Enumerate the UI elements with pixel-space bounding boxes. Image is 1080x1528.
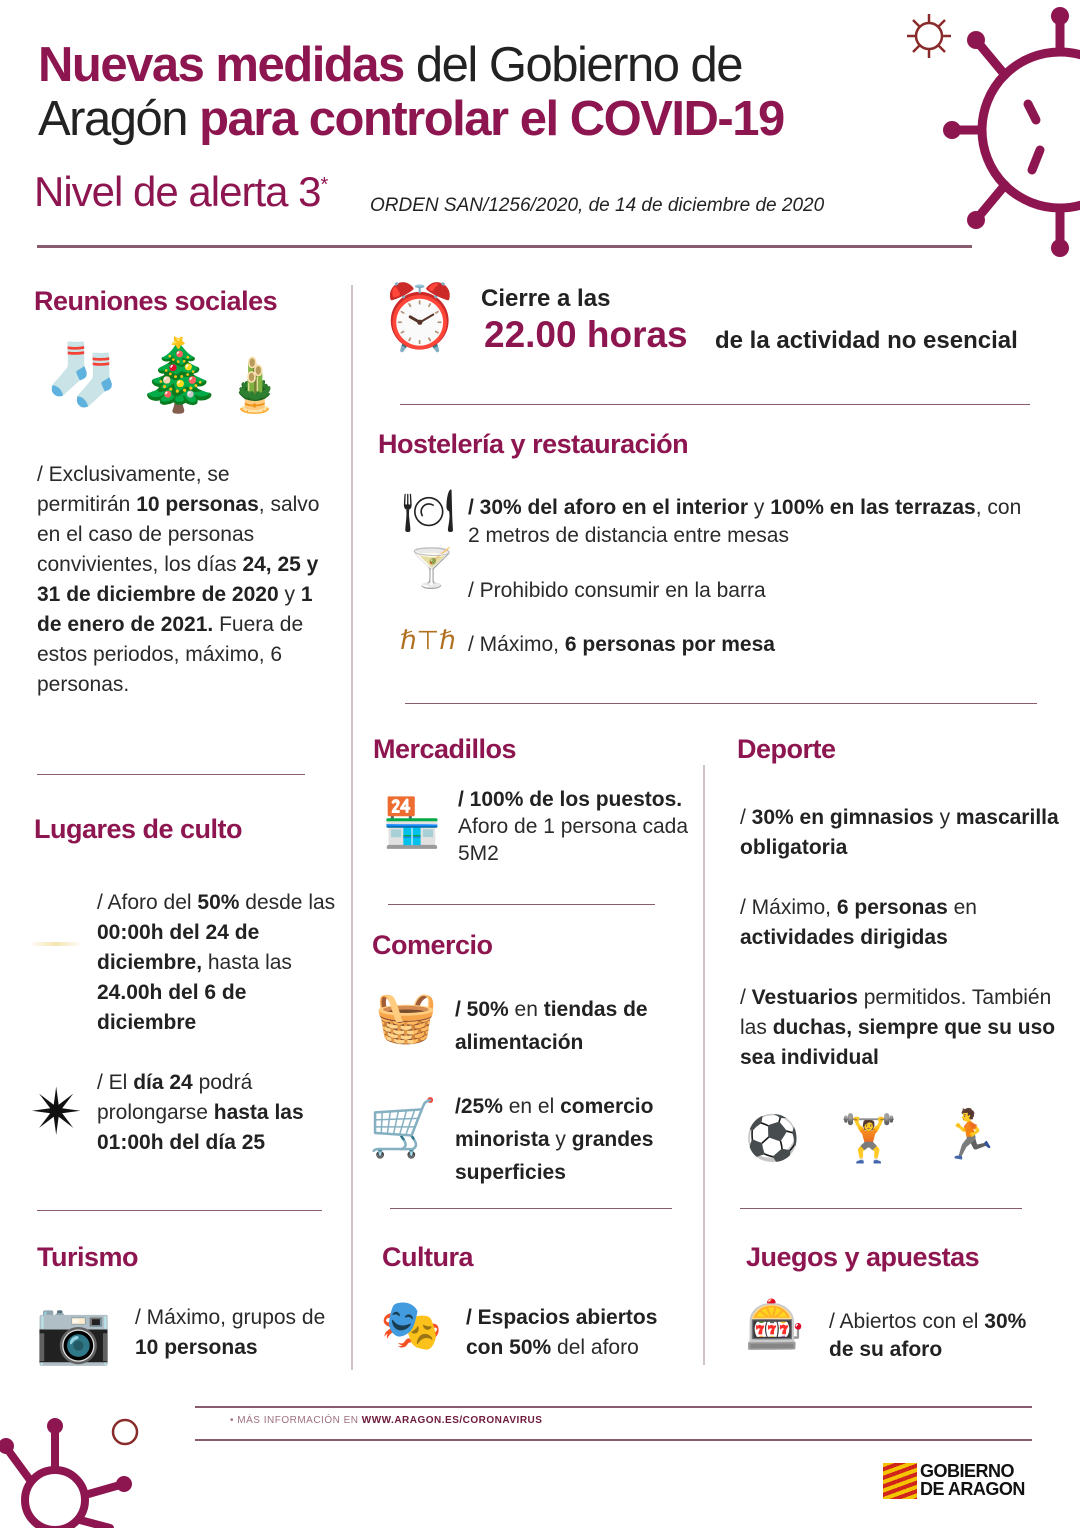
order-reference: ORDEN SAN/1256/2020, de 14 de diciembre de 2020	[370, 195, 825, 216]
divider	[388, 904, 655, 905]
body-text: Aforo de 1 persona cada 5M2	[458, 815, 688, 865]
emphasis-text: día 24	[133, 1071, 193, 1094]
body-text: /	[740, 986, 752, 1009]
header-divider	[37, 245, 972, 248]
emphasis-text: comercio minorista	[455, 1095, 654, 1151]
body-text: desde las	[239, 891, 336, 914]
food-basket-icon: 🧺	[375, 989, 438, 1045]
body-text: /	[740, 806, 752, 829]
section-heading-turismo: Turismo	[37, 1242, 139, 1272]
small-virus-icon	[905, 12, 953, 60]
comercio-item	[455, 1090, 700, 1189]
weightlifter-icon: 🏋	[840, 1112, 898, 1164]
emphasis-text: 30% de su aforo	[829, 1310, 1027, 1361]
hosteleria-item	[468, 494, 1038, 550]
emphasis-text: 50%	[197, 891, 240, 914]
deporte-item	[740, 803, 1060, 863]
emphasis-text: 00:00h del 24 de diciembre,	[97, 921, 260, 974]
emphasis-text: duchas, siempre que su uso sea individual	[740, 1016, 1056, 1069]
emphasis-text: 30% en gimnasios	[751, 806, 934, 829]
star-sparkle-icon: ✴	[30, 1076, 84, 1148]
shopping-cart-icon: 🛒	[368, 1096, 438, 1159]
deporte-item	[740, 893, 1060, 953]
divider	[405, 703, 1037, 704]
emphasis-text: 6 personas por mesa	[564, 633, 775, 656]
body-text: / Máximo,	[468, 633, 565, 656]
emphasis-text: / 30% del aforo en el interior	[468, 496, 749, 519]
body-text: hasta las	[202, 951, 292, 974]
emphasis-text: tiendas de alimentación	[455, 998, 648, 1054]
section-heading-cultura: Cultura	[382, 1242, 473, 1272]
section-heading-comercio: Comercio	[372, 930, 493, 960]
light-glow-icon	[28, 942, 83, 946]
runner-icon: 🏃	[940, 1109, 1000, 1162]
hosteleria-item	[468, 576, 1028, 606]
footer-divider	[195, 1439, 1032, 1441]
body-text: y	[549, 1128, 572, 1151]
body-text: , con 2 metros de distancia entre mesas	[468, 496, 1022, 547]
cierre-time: 22.00 horas	[484, 314, 688, 355]
christmas-tree-icon: 🎄	[135, 336, 223, 414]
emphasis-text: 10 personas	[135, 1336, 258, 1359]
body-text: / Máximo,	[740, 896, 837, 919]
gobierno-aragon-logo: GOBIERNO DE ARAGON	[920, 1461, 1025, 1499]
emphasis-text: 24.00h del 6 de diciembre	[97, 981, 247, 1034]
turismo-text	[135, 1303, 335, 1363]
body-text: y	[278, 583, 301, 606]
table-chairs-icon: ℏ⊤ℏ	[400, 626, 456, 656]
mercadillos-text	[458, 786, 693, 867]
virus-icon	[940, 0, 1080, 260]
body-text: / Exclusivamente, se permitirán	[37, 463, 230, 516]
more-info-prefix: MÁS INFORMACIÓN EN	[237, 1415, 362, 1426]
section-heading-hosteleria: Hostelería y restauración	[378, 429, 689, 459]
comercio-item	[455, 993, 700, 1059]
title-text: Aragón	[38, 92, 200, 146]
title-emphasis: para controlar el COVID-19	[199, 92, 784, 146]
emphasis-text: 10 personas	[136, 493, 259, 516]
deporte-item	[740, 983, 1060, 1073]
footer-divider	[195, 1406, 1032, 1408]
coronavirus-link[interactable]: WWW.ARAGON.ES/CORONAVIRUS	[361, 1415, 543, 1426]
section-heading-mercadillos: Mercadillos	[373, 734, 517, 764]
alert-level-text: Nivel de alerta 3	[34, 168, 321, 215]
body-text: / El	[97, 1071, 134, 1094]
camera-icon: 📷	[35, 1298, 113, 1367]
body-text: / Prohibido consumir en la barra	[468, 579, 766, 602]
emphasis-text: / 50%	[455, 998, 509, 1021]
aragon-flag-icon	[883, 1463, 917, 1499]
emphasis-text: mascarilla obligatoria	[740, 806, 1059, 859]
divider	[740, 1208, 1022, 1209]
ornaments-icon: 🎍	[222, 357, 287, 415]
column-divider	[703, 765, 705, 1365]
emphasis-text: 24, 25 y 31 de diciembre de 2020	[37, 553, 319, 606]
emphasis-text: 6 personas	[836, 896, 948, 919]
soccer-ball-icon: ⚽	[745, 1114, 800, 1163]
body-text: del aforo	[551, 1336, 639, 1359]
culto-text-1	[97, 888, 347, 1038]
emphasis-text: Vestuarios	[751, 986, 858, 1009]
body-text: Fuera de estos periodos, máximo, 6 personas.	[37, 613, 304, 696]
title-emphasis: Nuevas medidas	[38, 38, 404, 92]
more-info: • MÁS INFORMACIÓN EN WWW.ARAGON.ES/CORONAVIRUS	[230, 1415, 543, 1426]
cultura-text	[466, 1303, 696, 1363]
market-stall-icon: 🏪	[382, 797, 442, 850]
title-text: del Gobierno de	[403, 38, 743, 92]
body-text: y	[748, 496, 771, 519]
emphasis-text: 1 de enero de 2021.	[37, 583, 313, 636]
body-text: en	[508, 998, 544, 1021]
emphasis-text: 100% en las terrazas	[770, 496, 976, 519]
column-divider	[351, 285, 353, 1370]
body-text: en el	[502, 1095, 561, 1118]
body-text: / Máximo, grupos de	[135, 1306, 326, 1329]
alert-level	[34, 168, 327, 216]
emphasis-text: / Espacios abiertos con 50%	[466, 1306, 658, 1359]
hosteleria-item	[468, 630, 1028, 660]
emphasis-text: / 100% de los puestos.	[458, 788, 683, 811]
juegos-text	[829, 1308, 1049, 1364]
page-title	[38, 38, 784, 146]
body-text: / Abiertos con el	[829, 1310, 985, 1333]
emphasis-text: actividades dirigidas	[740, 926, 948, 949]
body-text: en	[947, 896, 977, 919]
divider	[37, 774, 305, 775]
body-text: y	[933, 806, 956, 829]
virus-bottom-icon	[0, 1400, 150, 1528]
divider	[37, 1210, 322, 1211]
reuniones-text	[37, 460, 322, 700]
section-heading-deporte: Deporte	[737, 734, 836, 764]
body-text: / Aforo del	[97, 891, 198, 914]
cierre-rest: de la actividad no esencial	[715, 327, 1018, 354]
alert-level-mark: *	[320, 174, 328, 196]
section-heading-culto: Lugares de culto	[34, 814, 243, 844]
body-text: , salvo en el caso de personas convivientes, los días	[37, 493, 320, 576]
divider	[390, 1208, 672, 1209]
body-text: podrá prolongarse	[97, 1071, 253, 1124]
cocktail-icon: 🍸	[408, 548, 456, 590]
alarm-clock-icon: ⏰	[380, 281, 460, 353]
section-heading-juegos: Juegos y apuestas	[746, 1242, 980, 1272]
theater-masks-icon: 🎭	[380, 1297, 443, 1353]
emphasis-text: grandes superficies	[455, 1128, 654, 1184]
divider	[400, 404, 1030, 405]
cloche-tray-icon: 🍽	[402, 487, 456, 534]
emphasis-text: /25%	[455, 1095, 503, 1118]
emphasis-text: hasta las 01:00h del día 25	[97, 1101, 304, 1154]
cierre-label: Cierre a las	[481, 285, 611, 312]
section-heading-reuniones: Reuniones sociales	[34, 286, 278, 316]
culto-text-2	[97, 1068, 337, 1158]
poker-chips-icon: 🎰	[745, 1299, 805, 1352]
body-text: permitidos. También las	[740, 986, 1052, 1039]
christmas-stocking-icon: 🧦	[45, 341, 120, 408]
